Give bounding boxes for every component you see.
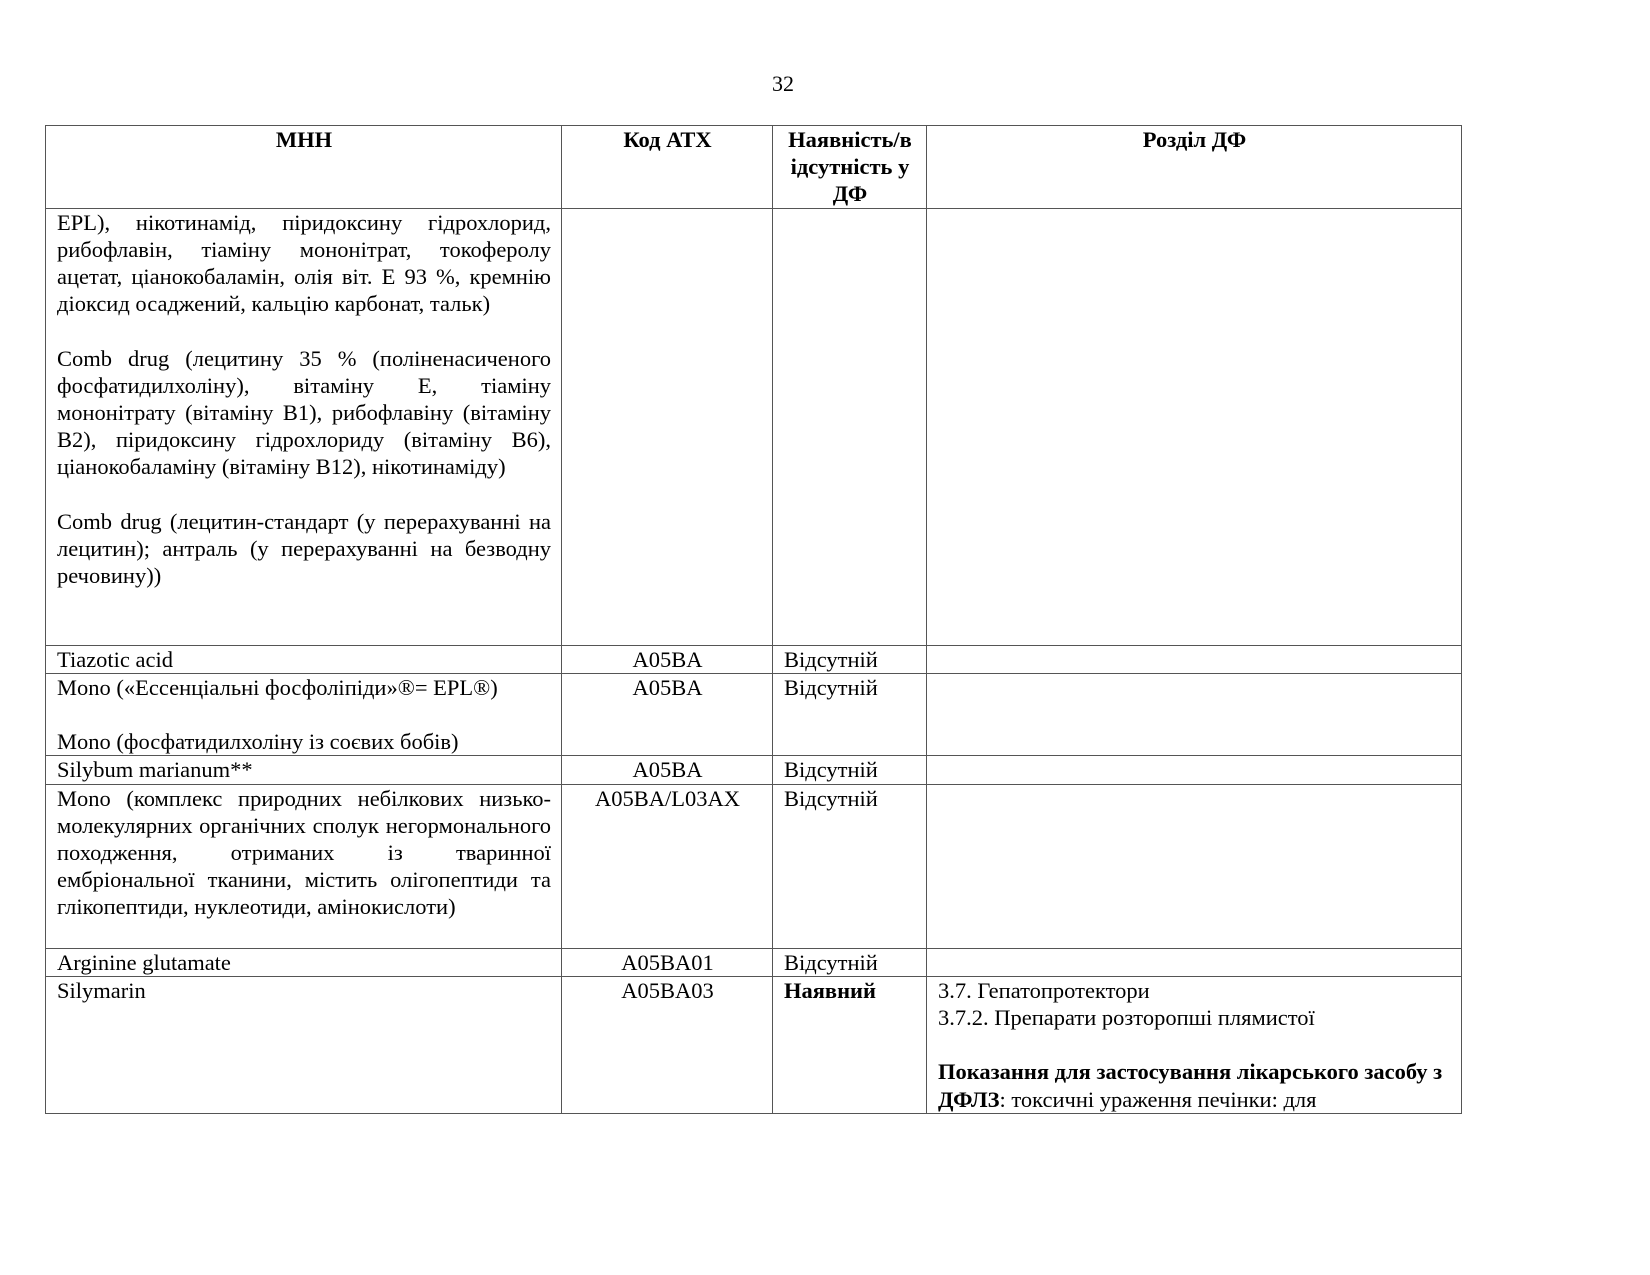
table-row — [46, 976, 1462, 1113]
table-row — [46, 673, 1462, 756]
header-atc-code: Код АТХ — [562, 126, 773, 209]
inn-paragraph: EPL), нікотинамід, піридоксину гідрохлорид, рибофлавін, тіаміну мононітрат, токоферолу ацетат, ціанокобаламін, олія віт. Е 93 %, кремнію діоксид осаджений, кальцію карбонат, тальк) — [57, 209, 551, 317]
inn-paragraph: Silybum marianum** — [57, 757, 253, 783]
cell-atc-code: A05BA — [562, 673, 773, 756]
cell-section — [927, 784, 1462, 948]
cell-availability: Відсутній — [773, 645, 927, 673]
cell-section — [927, 208, 1462, 645]
header-availability: Наявність/в ідсутність у ДФ — [773, 126, 927, 209]
inn-paragraph: Tiazotic acid — [57, 646, 174, 672]
cell-section — [927, 645, 1462, 673]
page-number: 32 — [772, 71, 794, 96]
table-row — [46, 208, 1462, 645]
inn-paragraph: Mono (комплекс природних небілкових низько-молекулярних органічних сполук негормонального походження, отриманих із тваринної ембріональної тканини, містить олігопептиди та глікопептиди, нуклеотиди, амінокислоти) — [57, 785, 551, 920]
table-row — [46, 948, 1462, 976]
indication-text: : токсичні ураження печінки: для — [999, 1086, 1317, 1112]
cell-availability: Відсутній — [773, 673, 927, 756]
inn-paragraph: Mono («Ессенціальні фосфоліпіди»®= EPL®) — [57, 674, 498, 700]
cell-inn — [46, 208, 562, 645]
cell-atc-code: A05BA — [562, 645, 773, 673]
cell-availability: Відсутній — [773, 948, 927, 976]
section-line: 3.7. Гепатопротектори — [938, 977, 1150, 1003]
cell-inn — [46, 784, 562, 948]
cell-inn — [46, 673, 562, 756]
cell-section — [927, 756, 1462, 784]
table-row — [46, 784, 1462, 948]
cell-inn — [46, 756, 562, 784]
formulary-table — [45, 125, 1462, 1114]
cell-atc-code — [562, 208, 773, 645]
cell-section — [927, 673, 1462, 756]
inn-paragraph: Mono (фосфатидилхоліну із соєвих бобів) — [57, 729, 459, 755]
header-section: Розділ ДФ — [927, 126, 1462, 209]
cell-section — [927, 948, 1462, 976]
inn-paragraph: Comb drug (лецитин-стандарт (у перерахуванні на лецитин); антраль (у перерахуванні на безводну речовину)) — [57, 508, 551, 589]
inn-paragraph: Arginine glutamate — [57, 949, 231, 975]
inn-paragraph: Comb drug (лецитину 35 % (поліненасиченого фосфатидилхоліну), вітаміну Е, тіаміну мононітрату (вітаміну В1), рибофлавіну (вітаміну В2), піридоксину гідрохлориду (вітаміну В6), ціанокобаламіну (вітаміну В12), нікотинаміду) — [57, 345, 551, 480]
cell-availability: Відсутній — [773, 756, 927, 784]
section-line: 3.7.2. Препарати розторопші плямистої — [938, 1005, 1315, 1031]
cell-inn — [46, 976, 562, 1113]
cell-atc-code: A05BA01 — [562, 948, 773, 976]
cell-availability: Відсутній — [773, 784, 927, 948]
cell-inn — [46, 645, 562, 673]
section-indication — [938, 1058, 1451, 1112]
inn-paragraph: Silymarin — [57, 977, 146, 1003]
cell-availability — [773, 208, 927, 645]
cell-availability: Наявний — [773, 976, 927, 1113]
cell-atc-code: A05BA03 — [562, 976, 773, 1113]
cell-section — [927, 976, 1462, 1113]
table-header-row — [46, 126, 1462, 209]
cell-inn — [46, 948, 562, 976]
indication-label: Показання для застосування лікарського засобу з ДФЛЗ — [938, 1059, 1443, 1112]
cell-atc-code: A05BA/L03AX — [562, 784, 773, 948]
header-inn: МНН — [46, 126, 562, 209]
table-row — [46, 756, 1462, 784]
table-row — [46, 645, 1462, 673]
cell-atc-code: A05BA — [562, 756, 773, 784]
